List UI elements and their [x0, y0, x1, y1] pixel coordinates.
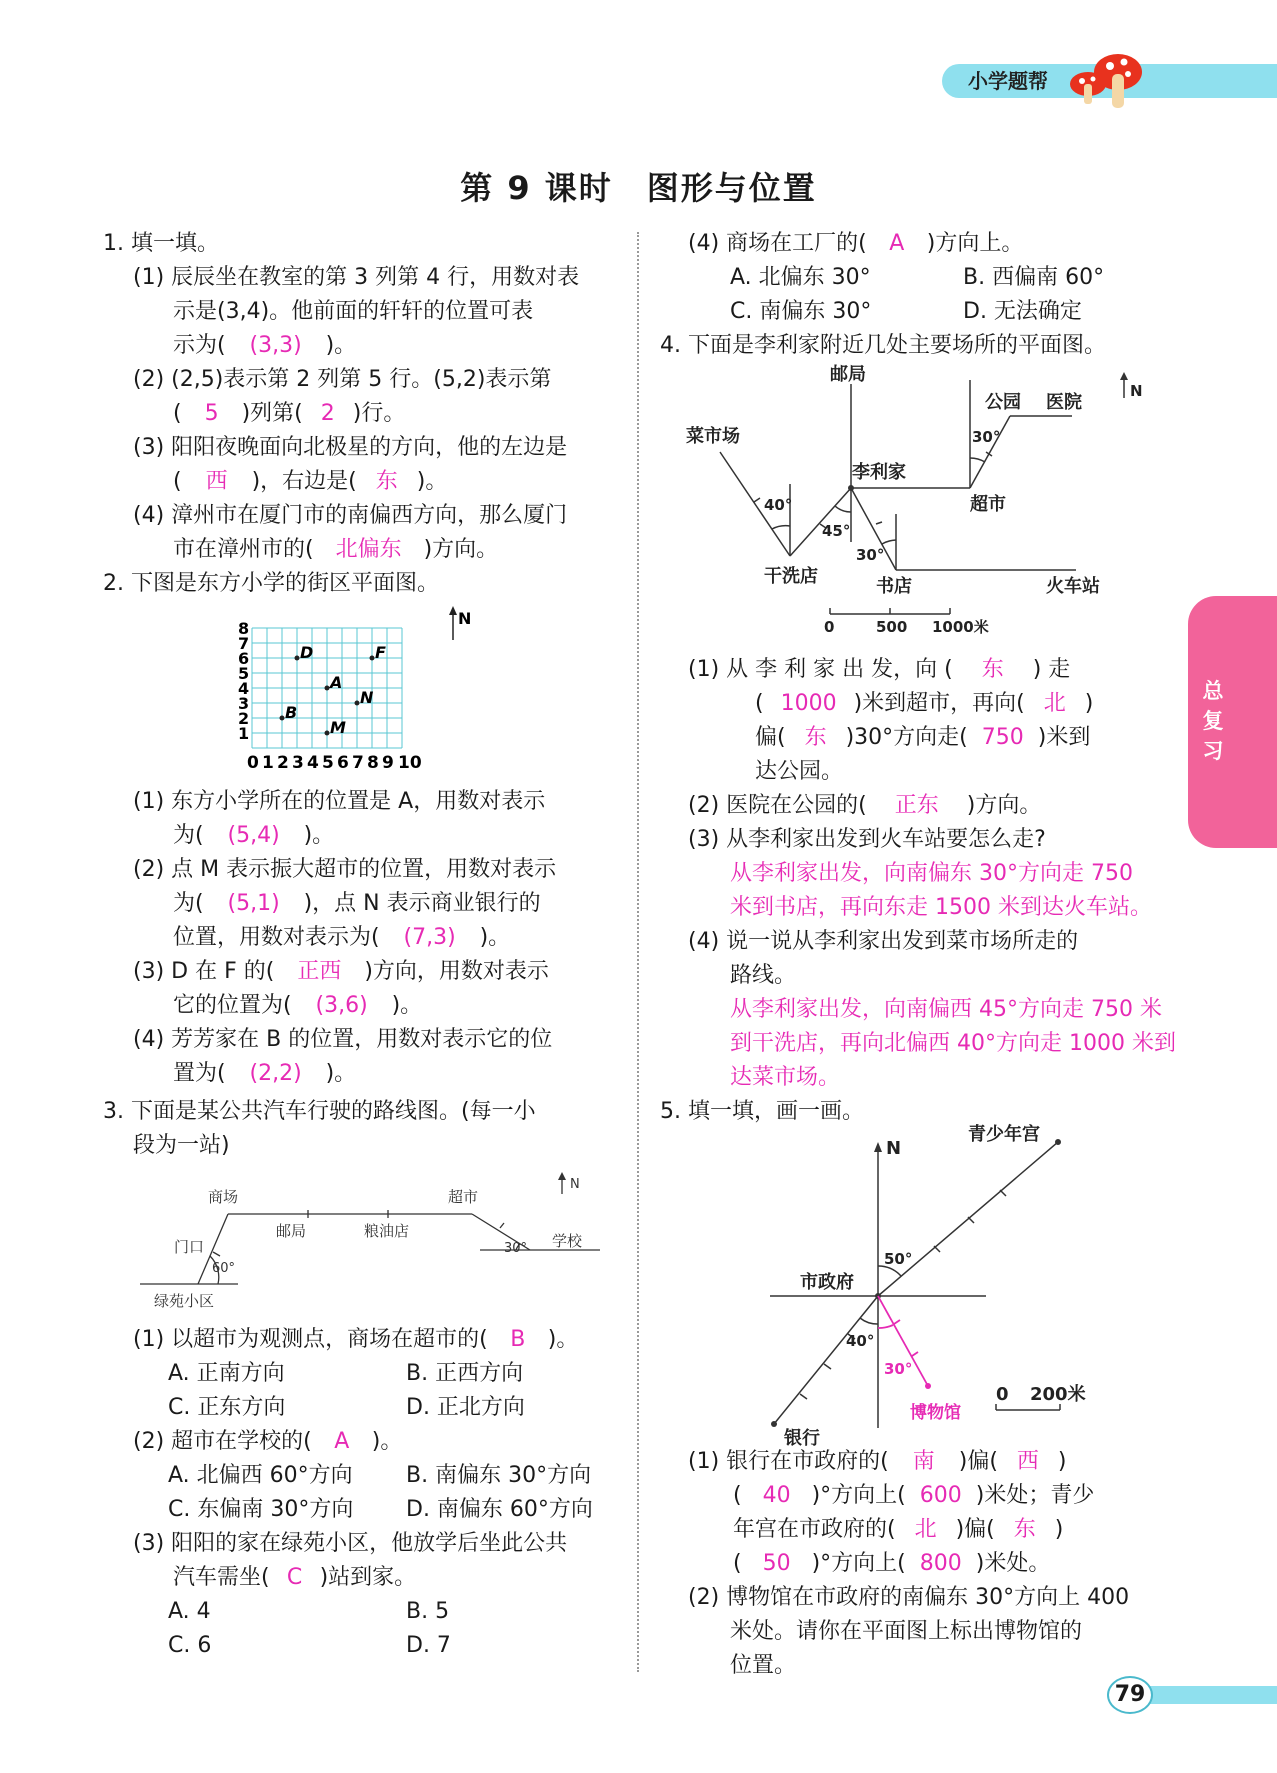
- grid-point-label: A: [330, 673, 343, 692]
- q4-p1-line3: 偏( 东 )30°方向走( 750 )米到: [755, 722, 1090, 754]
- q3-stem-line2: 段为一站): [133, 1133, 230, 1158]
- q2-p2-line2: 为( (5,1) )，点 N 表示商业银行的: [173, 888, 541, 920]
- answer: 东: [981, 657, 1004, 682]
- grid-point-label: D: [300, 643, 314, 662]
- q4-p4-answer-1: 从李利家出发，向南偏西 45°方向走 750 米: [730, 997, 1162, 1022]
- answer: 750: [981, 725, 1024, 750]
- map-community: 绿苑小区: [154, 1292, 215, 1310]
- q4-p3-answer-1: 从李利家出发，向南偏东 30°方向走 750: [730, 861, 1133, 886]
- answer: A: [334, 1429, 350, 1454]
- q5-city: 市政府: [800, 1272, 854, 1293]
- q4-stem: 4. 下面是李利家附近几处主要场所的平面图。: [660, 333, 1106, 358]
- q1-p2-line2: ( 5 )列第( 2 )行。: [173, 398, 405, 430]
- q3-p4-stem: (4) 商场在工厂的( A )方向上。: [688, 228, 1023, 260]
- x-tick-label: 1: [262, 753, 274, 773]
- x-tick-label: 0: [247, 753, 259, 773]
- q4-home: 李利家: [852, 462, 906, 483]
- x-tick-label: 10: [398, 753, 422, 773]
- answer: 5: [204, 401, 219, 426]
- q1-stem: 1. 填一填。: [103, 231, 219, 256]
- q1-p2-line1: (2) (2,5)表示第 2 列第 5 行。(5,2)表示第: [133, 367, 552, 392]
- x-tick-label: 4: [307, 753, 319, 773]
- q5-p1-line1: (1) 银行在市政府的( 南 )偏( 西 ): [688, 1446, 1067, 1478]
- q2-p2-line3: 位置，用数对表示为( (7,3) )。: [173, 922, 510, 954]
- option-a: A. 北偏西 60°方向: [168, 1463, 353, 1488]
- brand-label: 小学题帮: [968, 69, 1048, 93]
- option-b: B. 正西方向: [406, 1361, 524, 1386]
- option-c: C. 南偏东 30°: [730, 299, 872, 324]
- answer: 40: [762, 1483, 791, 1508]
- x-tick-label: 6: [337, 753, 349, 773]
- grid-point-F: [370, 656, 375, 661]
- q2-p3-line1: (3) D 在 F 的( 正西 )方向，用数对表示: [133, 956, 549, 988]
- option-d: D. 无法确定: [963, 299, 1082, 324]
- q5-museum: 博物馆: [910, 1403, 961, 1423]
- map-grain: 粮油店: [364, 1222, 410, 1240]
- q5-p2-line3: 位置。: [730, 1653, 797, 1678]
- q4-scale-500: 500: [876, 618, 908, 636]
- q5-map: [760, 1124, 1120, 1449]
- grid-point-label: F: [375, 643, 386, 662]
- q2-p1-line2: 为( (5,4) )。: [173, 820, 334, 852]
- y-tick-label: 7: [238, 634, 250, 653]
- option-b: B. 5: [406, 1599, 450, 1624]
- q2-p4-line2: 置为( (2,2) )。: [173, 1058, 356, 1090]
- answer: (7,3): [403, 925, 456, 950]
- map-angle-30: 30°: [504, 1241, 528, 1256]
- q4-angle-40: 40°: [764, 496, 793, 514]
- grid-point-label: B: [285, 703, 298, 722]
- q4-angle-30-top: 30°: [972, 428, 1001, 446]
- answer: 600: [919, 1483, 962, 1508]
- answer: (5,1): [227, 891, 280, 916]
- q1-p4-line2: 市在漳州市的( 北偏东 )方向。: [173, 534, 498, 566]
- q4-hospital: 医院: [1046, 392, 1082, 413]
- q5-p2-line2: 米处。请你在平面图上标出博物馆的: [730, 1619, 1083, 1644]
- map-north: N: [570, 1177, 580, 1192]
- map-school: 学校: [552, 1232, 583, 1250]
- q2-p4-line1: (4) 芳芳家在 B 的位置，用数对表示它的位: [133, 1027, 553, 1052]
- q4-p1-line2: ( 1000 )米到超市，再向( 北 ): [755, 688, 1093, 720]
- q3-p3-line2: 汽车需坐( C )站到家。: [173, 1562, 416, 1594]
- q5-p1-line4: ( 50 )°方向上( 800 )米处。: [733, 1548, 1050, 1580]
- q2-p2-line1: (2) 点 M 表示振大超市的位置，用数对表示: [133, 857, 557, 882]
- q5-scale-200: 200米: [1030, 1384, 1086, 1405]
- page-title: 第 9 课时 图形与位置: [460, 169, 817, 207]
- q4-angle-30: 30°: [856, 546, 885, 564]
- q4-north: N: [1130, 382, 1143, 400]
- q5-north: N: [886, 1138, 902, 1159]
- q3-p1-stem: (1) 以超市为观测点，商场在超市的( B )。: [133, 1324, 578, 1356]
- q3-p3-line1: (3) 阳阳的家在绿苑小区，他放学后坐此公共: [133, 1531, 568, 1556]
- option-b: B. 南偏东 30°方向: [406, 1463, 592, 1488]
- q1-p3-line2: ( 西 )，右边是( 东 )。: [173, 466, 447, 498]
- x-tick-label: 5: [322, 753, 334, 773]
- q4-p4-answer-2: 到干洗店，再向北偏西 40°方向走 1000 米到: [730, 1031, 1176, 1056]
- x-tick-label: 8: [367, 753, 379, 773]
- q5-p1-line3: 年宫在市政府的( 北 )偏( 东 ): [733, 1514, 1063, 1546]
- q4-p3-answer-2: 米到书店，再向东走 1500 米到达火车站。: [730, 895, 1152, 920]
- map-angle-60: 60°: [212, 1261, 236, 1276]
- option-a: A. 正南方向: [168, 1361, 285, 1386]
- answer: 东: [804, 725, 827, 750]
- x-tick-label: 9: [382, 753, 394, 773]
- map-gate: 门口: [174, 1238, 205, 1256]
- answer: 正西: [297, 959, 342, 984]
- grid-point-label: N: [360, 688, 374, 707]
- answer: (2,2): [249, 1061, 302, 1086]
- q4-p3-line1: (3) 从李利家出发到火车站要怎么走?: [688, 827, 1046, 852]
- answer: 1000: [780, 691, 837, 716]
- q4-p4-line2: 路线。: [730, 963, 797, 988]
- q2-p1-line1: (1) 东方小学所在的位置是 A，用数对表示: [133, 789, 546, 814]
- q3-route-map: [140, 1172, 610, 1312]
- answer: 西: [1016, 1449, 1039, 1474]
- q1-p4-line1: (4) 漳州市在厦门市的南偏西方向，那么厦门: [133, 503, 568, 528]
- q5-angle-50: 50°: [884, 1250, 913, 1268]
- answer: C: [286, 1565, 303, 1590]
- q4-vegmarket: 菜市场: [686, 426, 740, 447]
- x-tick-label: 7: [352, 753, 364, 773]
- answer: 东: [1013, 1517, 1036, 1542]
- option-a: A. 4: [168, 1599, 211, 1624]
- y-tick-label: 3: [238, 694, 250, 713]
- answer: A: [889, 231, 905, 256]
- north-label: N: [458, 609, 472, 628]
- q4-supermarket: 超市: [970, 494, 1006, 515]
- y-tick-label: 2: [238, 709, 250, 728]
- mushroom-icon: [1058, 44, 1148, 116]
- grid-point-A: [325, 686, 330, 691]
- grid-point-label: M: [330, 718, 346, 737]
- answer: (3,3): [249, 333, 302, 358]
- page-number-band: [1150, 1686, 1277, 1704]
- q1-p1-line3: 示为( (3,3) )。: [173, 330, 356, 362]
- option-c: C. 正东方向: [168, 1395, 286, 1420]
- map-market: 商场: [208, 1188, 239, 1206]
- q1-p1-line2: 示是(3,4)。他前面的轩轩的位置可表: [173, 299, 534, 324]
- page-number: 79: [1107, 1676, 1153, 1714]
- answer: 正东: [894, 793, 939, 818]
- q4-p2: (2) 医院在公园的( 正东 )方向。: [688, 790, 1041, 822]
- answer: 南: [912, 1449, 935, 1474]
- q4-bookstore: 书店: [876, 576, 912, 597]
- q3-p2-stem: (2) 超市在学校的( A )。: [133, 1426, 402, 1458]
- q4-scale-1000: 1000米: [932, 618, 989, 636]
- grid-point-B: [280, 716, 285, 721]
- y-tick-label: 8: [238, 619, 250, 638]
- answer: (3,6): [315, 993, 368, 1018]
- column-divider: [637, 232, 639, 1672]
- q4-angle-45: 45°: [822, 522, 851, 540]
- q4-park: 公园: [985, 392, 1021, 413]
- side-tab-label: 总复习: [1202, 679, 1224, 763]
- answer: 50: [762, 1551, 791, 1576]
- q4-p4-answer-3: 达菜市场。: [730, 1065, 841, 1090]
- q4-laundry: 干洗店: [764, 566, 818, 587]
- q4-scale-0: 0: [824, 618, 835, 636]
- answer: (5,4): [227, 823, 280, 848]
- y-tick-label: 5: [238, 664, 250, 683]
- answer: B: [510, 1327, 526, 1352]
- grid-point-M: [325, 731, 330, 736]
- q2-grid: [240, 606, 475, 776]
- q5-angle-30: 30°: [884, 1360, 913, 1378]
- q1-p1-line1: (1) 辰辰坐在教室的第 3 列第 4 行，用数对表: [133, 265, 580, 290]
- y-tick-label: 1: [238, 724, 250, 743]
- q5-scale-0: 0: [996, 1384, 1009, 1405]
- y-tick-label: 6: [238, 649, 250, 668]
- y-tick-label: 4: [238, 679, 250, 698]
- map-supermarket: 超市: [448, 1188, 479, 1206]
- q4-p1-line1: (1) 从 李 利 家 出 发，向 ( 东 ) 走: [688, 654, 1070, 686]
- q5-p1-line2: ( 40 )°方向上( 600 )米处；青少: [733, 1480, 1094, 1512]
- option-d: D. 正北方向: [406, 1395, 525, 1420]
- q2-p3-line2: 它的位置为( (3,6) )。: [173, 990, 422, 1022]
- option-c: C. 东偏南 30°方向: [168, 1497, 354, 1522]
- q2-stem: 2. 下图是东方小学的街区平面图。: [103, 571, 439, 596]
- x-tick-label: 3: [292, 753, 304, 773]
- answer: 北偏东: [335, 537, 402, 562]
- option-b: B. 西偏南 60°: [963, 265, 1105, 290]
- q4-p1-line4: 达公园。: [755, 759, 844, 784]
- q4-post: 邮局: [830, 364, 866, 385]
- q5-angle-40: 40°: [846, 1332, 875, 1350]
- q3-stem-line1: 3. 下面是某公共汽车行驶的路线图。(每一小: [103, 1099, 536, 1124]
- answer: 800: [919, 1551, 962, 1576]
- q5-bank: 银行: [784, 1428, 820, 1449]
- grid-point-D: [295, 656, 300, 661]
- x-tick-label: 2: [277, 753, 289, 773]
- q5-p2-line1: (2) 博物馆在市政府的南偏东 30°方向上 400: [688, 1585, 1130, 1610]
- answer: 北: [914, 1517, 937, 1542]
- q5-stem: 5. 填一填，画一画。: [660, 1099, 864, 1124]
- map-post: 邮局: [276, 1222, 307, 1240]
- grid-point-N: [355, 701, 360, 706]
- option-d: D. 南偏东 60°方向: [406, 1497, 593, 1522]
- answer: 北: [1043, 691, 1066, 716]
- q5-youth: 青少年宫: [968, 1124, 1040, 1145]
- option-d: D. 7: [406, 1633, 451, 1658]
- q4-p4-line1: (4) 说一说从李利家出发到菜市场所走的: [688, 929, 1079, 954]
- q4-station: 火车站: [1046, 576, 1100, 597]
- answer: 2: [320, 401, 335, 426]
- answer: 西: [205, 469, 228, 494]
- q4-map: [680, 364, 1143, 644]
- q1-p3-line1: (3) 阳阳夜晚面向北极星的方向，他的左边是: [133, 435, 568, 460]
- option-c: C. 6: [168, 1633, 212, 1658]
- option-a: A. 北偏东 30°: [730, 265, 871, 290]
- answer: 东: [375, 469, 398, 494]
